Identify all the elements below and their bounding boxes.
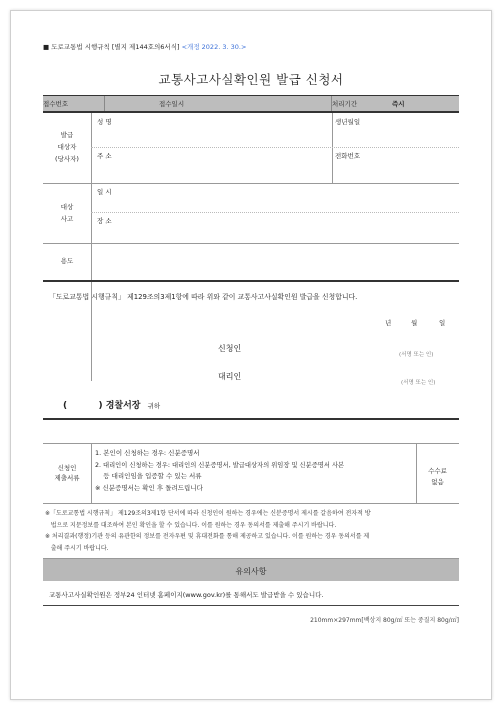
phone-field[interactable] [335,161,455,177]
date-month-label: 월 [411,319,418,327]
addressee-suffix: 귀하 [147,402,161,410]
documents-list [95,448,344,494]
accident-label: 대상 사고 [60,203,74,223]
note-line: 출해 주시기 바랍니다. [45,544,109,552]
birthdate-label: 생년월일 [335,118,361,126]
address-label: 주 소 [97,152,112,160]
note-line: ※「도로교통법 시행규칙」 제129조의3제1항 단서에 따라 신청인이 원하는 경우에는 신분증명서 제시를 갈음하여 전자적 방 [45,510,371,517]
caution-title: 유의사항 [235,567,267,576]
applicant-sign-hint: (서명 또는 인) [399,352,434,358]
date-day-label: 일 [439,319,446,327]
notes [45,508,371,554]
applicant-label: 발급 대상자 (당사자) [55,131,79,163]
purpose-field[interactable] [97,249,455,275]
agent-sign-label: 대리인 [218,372,242,381]
applicant-sign-label: 신청인 [218,344,242,353]
accident-datetime-field[interactable] [97,197,455,211]
address-field[interactable] [97,161,327,177]
name-field[interactable] [97,127,327,141]
receipt-date-label: 접수일시 [159,100,185,108]
date-year-label: 년 [385,319,392,327]
processing-period-value: 즉시 [392,100,405,108]
accident-datetime-label: 일 시 [97,188,112,196]
page-title: 교통사고사실확인원 발급 신청서 [158,72,344,87]
list-item: ※ 신분증명서는 확인 후 돌려드립니다 [95,483,203,492]
caution-text: 교통사고사실확인원은 정부24 인터넷 홈페이지(www.gov.kr)를 통해서도 발급받을 수 있습니다. [49,591,324,599]
statement-text: 「도로교통법 시행규칙」 제129조의3제1항에 따라 위와 같이 교통사고사실확인원 발급을 신청합니다. [49,293,358,301]
list-item: 1. 본인이 신청하는 경우: 신분증명서 [95,449,200,457]
form-page [10,10,492,700]
fee-label: 수수료 없음 [428,467,447,486]
addressee-line [63,398,160,411]
name-label: 성 명 [97,118,112,126]
phone-label: 전화번호 [335,152,361,160]
note-line: 법으로 지문정보를 대조하여 본인 확인을 할 수 있습니다. 이를 원하는 경우 동의서를 제출해 주시기 바랍니다. [45,521,337,529]
accident-place-field[interactable] [97,226,455,240]
processing-period-label: 처리기간 [332,100,358,108]
accident-place-label: 장 소 [97,217,112,225]
list-item: 등 대리인임을 입증할 수 있는 서류 [95,472,202,480]
note-line: ※ 처리결과(행정)기관 등의 유관한의 정보를 전자우편 및 휴대전화를 통해 제공하고 있습니다. 이를 원하는 경우 동의서를 제 [45,533,370,540]
purpose-label: 용도 [60,257,74,265]
addressee: 경찰서장 [105,401,141,411]
form-reference: 도로교통법 시행규칙 [별지 제144호의6서식] [51,43,180,51]
revision-date: <개정 2022. 3. 30.> [181,43,247,51]
birthdate-field[interactable] [335,127,455,141]
documents-label: 신청인 제출서류 [54,464,80,482]
header-line [43,42,246,51]
agent-signature-field[interactable] [251,369,391,383]
applicant-signature-field[interactable] [251,341,391,355]
receipt-no-label: 접수번호 [43,100,69,108]
paper-spec: 210mm×297mm[백상지 80g/㎡ 또는 중질지 80g/㎡] [310,617,459,624]
list-item: 2. 대리인이 신청하는 경우: 대리인의 신분증명서, 발급대상자의 위임장 및 신분증명서 사본 [95,461,345,469]
addressee-paren: ( ) [63,401,103,411]
agent-sign-hint: (서명 또는 인) [401,380,436,386]
bullet-icon: ■ [43,43,50,51]
